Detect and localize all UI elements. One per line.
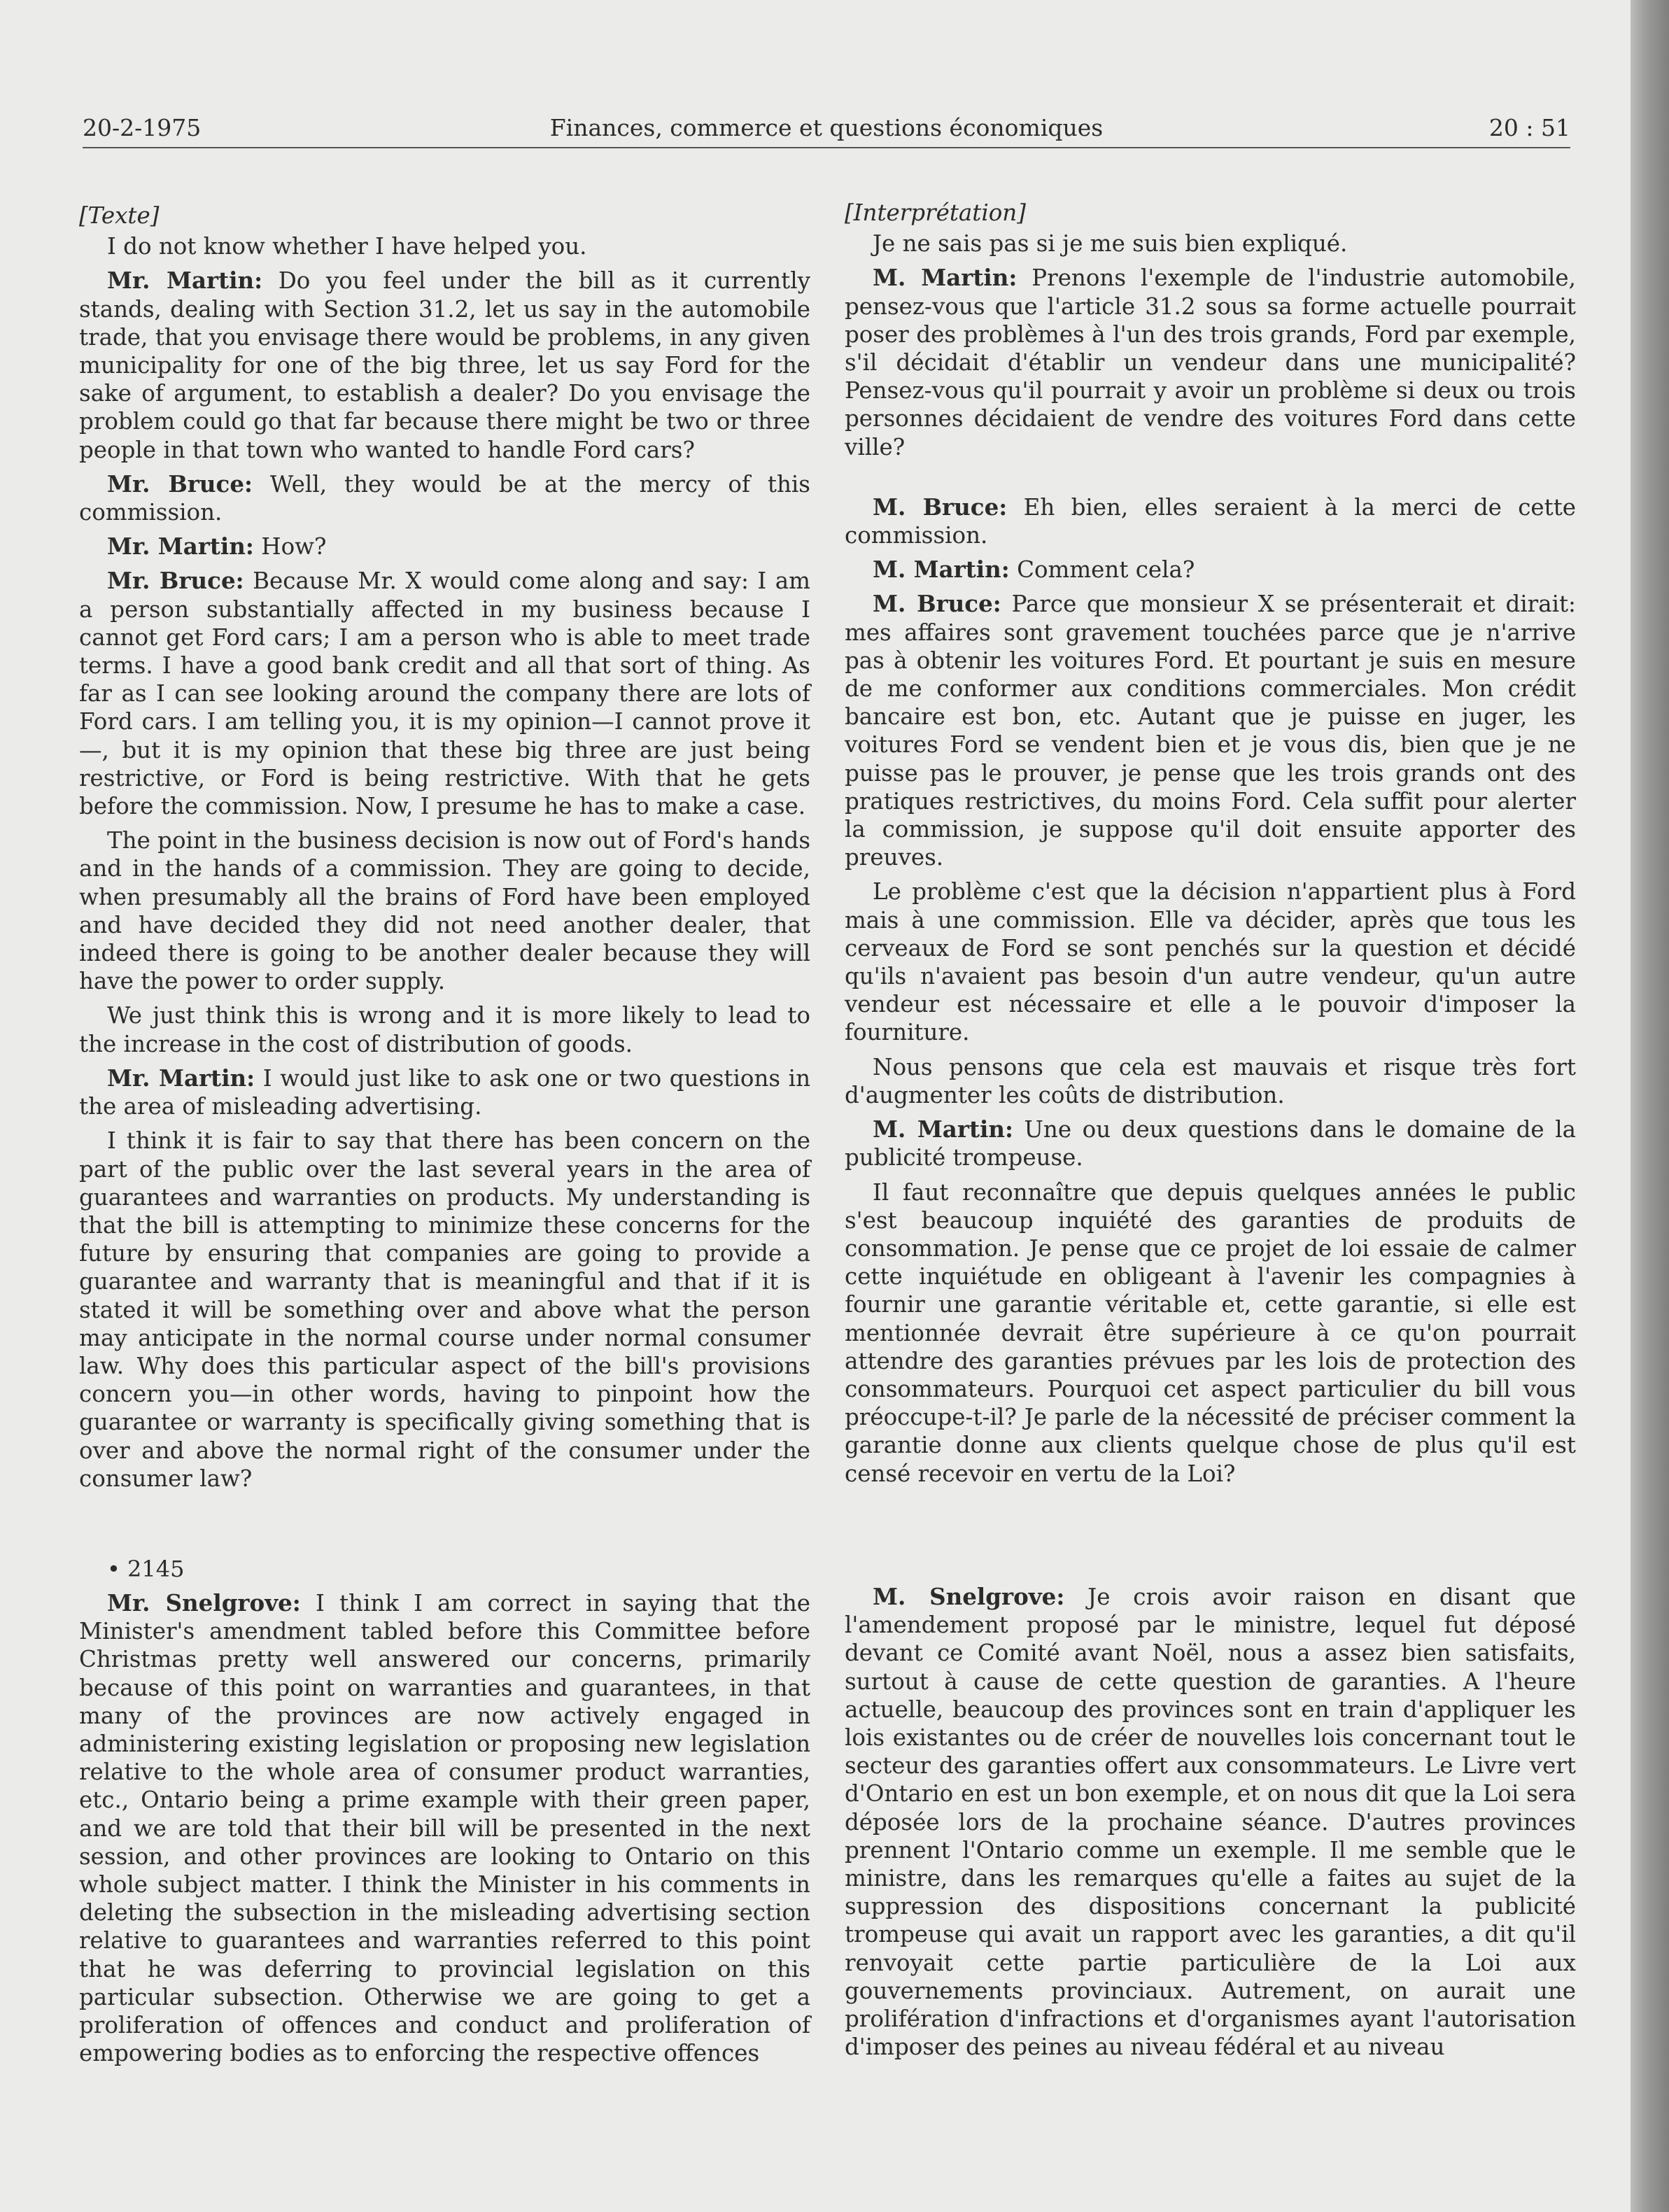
paragraph-text: Parce que monsieur X se présenterait et dirait: mes affaires sont gravement touchées parce que je n'arrive pas à obtenir les voitures Ford. Et pourtant je suis en mesure de me conformer aux conditions commerciales. Mon crédit bancaire est bon, etc. Autant que je puisse en juger, les voitures Ford se vendent bien et je vous dis, bien que je ne puisse pas le prouver, je pense que les trois grands ont des pratiques restrictives, du moins Ford. Cela suffit pour alerter la commission, je suppose qu'il doit ensuite apporter des preuves. xyxy=(845,591,1576,871)
french-column-top xyxy=(845,199,1576,1494)
paragraph xyxy=(79,1127,810,1493)
paragraph xyxy=(845,1583,1576,2061)
paragraph-text: I think I am correct in saying that the Minister's amendment tabled before this Committee before Christmas pretty well answered our concerns, primarily because of this point on warranties and guarantees, in that many of the provinces are now actively engaged in administering existing legislation or proposing new legislation relative to the whole area of consumer product warranties, etc., Ontario being a prime example with their green paper, and we are told that their bill will be presented in the next session, and other provinces are looking to Ontario on this whole subject matter. I think the Minister in his comments in deleting the subsection in the misleading advertising section relative to guarantees and warranties referred to this point that he was deferring to provincial legislation on this particular subsection. Otherwise we are going to get a proliferation of offences and conduct and proliferation of empowering bodies as to enforcing the respective offences xyxy=(79,1590,810,2067)
paragraph-text: Nous pensons que cela est mauvais et risque très fort d'augmenter les coûts de distribution. xyxy=(845,1053,1576,1108)
paragraph xyxy=(845,264,1576,460)
paragraph-text: I would just like to ask one or two questions in the area of misleading advertising. xyxy=(79,1064,810,1120)
text-marker: [Texte] xyxy=(79,202,160,229)
speaker-name: Mr. Bruce: xyxy=(107,470,253,498)
paragraph xyxy=(79,232,810,260)
paragraph xyxy=(79,267,810,463)
paragraph-text: Le problème c'est que la décision n'appartient plus à Ford mais à une commission. Elle va décider, après que tous les cerveaux de Ford se sont penchés sur la question et décidé qu'ils n'avaient pas besoin d'un autre vendeur, qu'un autre vendeur est nécessaire et elle a le pouvoir d'imposer la fourniture. xyxy=(845,878,1576,1046)
paragraph-text: Je ne sais pas si je me suis bien expliqué. xyxy=(873,230,1348,258)
paragraph-text: Well, they would be at the mercy of this commission. xyxy=(79,470,810,526)
paragraph-text: Je crois avoir raison en disant que l'amendement proposé par le ministre, lequel fut déposé devant ce Comité avant Noël, nous a assez bien satisfaits, surtout à cause de cette question de garanties. A l'heure actuelle, beaucoup des provinces sont en train d'appliquer les lois existantes ou de créer de nouvelles lois concernant tout le secteur des garanties offert aux consommateurs. Le Livre vert d'Ontario en est un bon exemple, et on nous dit que la Loi sera déposée lors de la prochaine séance. D'autres provinces prennent l'Ontario comme un exemple. Il me semble que le ministre, dans les remarques qu'elle a faites au sujet de la suppression des dispositions concernant la publicité trompeuse qui avait un rapport avec les garanties, a dit qu'il renvoyait cette partie particulière de la Loi aux gouvernements provinciaux. Autrement, on aurait une prolifération d'infractions et d'organismes ayant l'autorisation d'imposer des peines au niveau fédéral et au niveau xyxy=(845,1584,1576,2061)
speaker-name: M. Bruce: xyxy=(873,493,1008,521)
paragraph xyxy=(845,1053,1576,1109)
speaker-name: M. Bruce: xyxy=(873,590,1001,618)
speaker-name: M. Martin: xyxy=(873,264,1017,292)
paragraph-text: Eh bien, elles seraient à la merci de cette commission. xyxy=(845,493,1576,549)
paragraph xyxy=(79,1064,810,1120)
paragraph-text: The point in the business decision is now out of Ford's hands and in the hands of a commission. They are going to decide, when presumably all the brains of Ford have been employed and have decided they did not need another dealer, that indeed there is going to be another dealer because they will have the power to order supply. xyxy=(79,827,810,995)
paragraph-text: Comment cela? xyxy=(1009,556,1195,584)
paragraph xyxy=(79,826,810,995)
page-header xyxy=(83,111,1570,148)
paragraph-text: Il faut reconnaître que depuis quelques années le public s'est beaucoup inquiété des garanties de produits de consommation. Je pense que ce projet de loi essaie de calmer cette inquiétude en obligeant à l'avenir les compagnies à fournir une garantie véritable et, cette garantie, si elle est mentionnée devrait être supérieure à ce qu'on pourrait attendre des garanties prévues par les lois de protection des consommateurs. Pourquoi cet aspect particulier du bill vous préoccupe-t-il? Je parle de la nécessité de préciser comment la garantie donne aux clients quelque chose de plus qu'il est censé recevoir en vertu de la Loi? xyxy=(845,1178,1576,1487)
speaker-name: M. Martin: xyxy=(873,556,1010,584)
french-column-bottom xyxy=(845,1583,1576,2067)
paragraph xyxy=(79,533,810,561)
english-column-bottom xyxy=(79,1555,810,2073)
paragraph-text: How? xyxy=(253,533,327,561)
header-date: 20-2-1975 xyxy=(83,114,202,141)
paragraph xyxy=(845,556,1576,584)
header-page-number: 20 : 51 xyxy=(1488,114,1570,141)
paragraph-text: We just think this is wrong and it is more likely to lead to the increase in the cost of distribution of goods. xyxy=(79,1002,810,1057)
paragraph-text: Prenons l'exemple de l'industrie automobile, pensez-vous que l'article 31.2 sous sa forme actuelle pourrait poser des problèmes à l'un des trois grands, Ford par exemple, s'il décidait d'établir un vendeur dans une municipalité? Pensez-vous qu'il pourrait y avoir un problème si deux ou trois personnes décidaient de vendre des voitures Ford dans cette ville? xyxy=(845,265,1576,460)
timestamp: • 2145 xyxy=(107,1556,185,1582)
speaker-name: Mr. Martin: xyxy=(107,1064,255,1092)
speaker-name: Mr. Martin: xyxy=(107,267,263,295)
paragraph xyxy=(845,878,1576,1046)
paragraph xyxy=(79,1001,810,1057)
speaker-name: M. Martin: xyxy=(873,1115,1013,1143)
paragraph xyxy=(845,230,1576,258)
paragraph xyxy=(845,590,1576,871)
speaker-name: Mr. Bruce: xyxy=(107,567,244,595)
english-column-top xyxy=(79,202,810,1499)
paragraph-text: I think it is fair to say that there has been concern on the part of the public over the last several years in the area of guarantees and warranties on products. My understanding is that the bill is attempting to minimize these concerns for the future by ensuring that companies are going to provide a guarantee and warranty that is meaningful and that if it is stated it will be something over and above what the person may anticipate in the normal course under normal consumer law. Why does this particular aspect of the bill's provisions concern you—in other words, having to pinpoint how the guarantee or warranty is specifically giving something that is over and above the normal right of the consumer under the consumer law? xyxy=(79,1127,810,1492)
speaker-name: Mr. Martin: xyxy=(107,533,254,561)
header-title: Finances, commerce et questions économiques xyxy=(549,114,1104,141)
paragraph-text: Do you feel under the bill as it currently stands, dealing with Section 31.2, let us say in the automobile trade, that you envisage there would be problems, in any given municipality for one of the big three, let us say Ford for the sake of argument, to establish a dealer? Do you envisage the problem could go that far because there might be two or three people in that town who wanted to handle Ford cars? xyxy=(79,267,810,463)
paragraph xyxy=(79,567,810,820)
paragraph xyxy=(79,1589,810,2067)
paragraph xyxy=(845,493,1576,549)
page-edge-shadow xyxy=(1631,0,1669,2212)
paragraph xyxy=(845,1115,1576,1171)
paragraph-text: Because Mr. X would come along and say: I am a person substantially affected in my business because I cannot get Ford cars; I am a person who is able to meet trade terms. I have a good bank credit and all that sort of thing. As far as I can see looking around the company there are lots of Ford cars. I am telling you, it is my opinion—I cannot prove it—, but it is my opinion that these big three are just being restrictive, or Ford is being restrictive. With that he gets before the commission. Now, I presume he has to make a case. xyxy=(79,568,810,820)
paragraph xyxy=(79,470,810,526)
paragraph-text: I do not know whether I have helped you. xyxy=(107,233,587,260)
speaker-name: Mr. Snelgrove: xyxy=(107,1589,301,1616)
paragraph xyxy=(845,1178,1576,1488)
interpretation-marker: [Interprétation] xyxy=(845,199,1026,226)
paragraph-text: Une ou deux questions dans le domaine de la publicité trompeuse. xyxy=(845,1116,1576,1171)
speaker-name: M. Snelgrove: xyxy=(873,1583,1065,1610)
